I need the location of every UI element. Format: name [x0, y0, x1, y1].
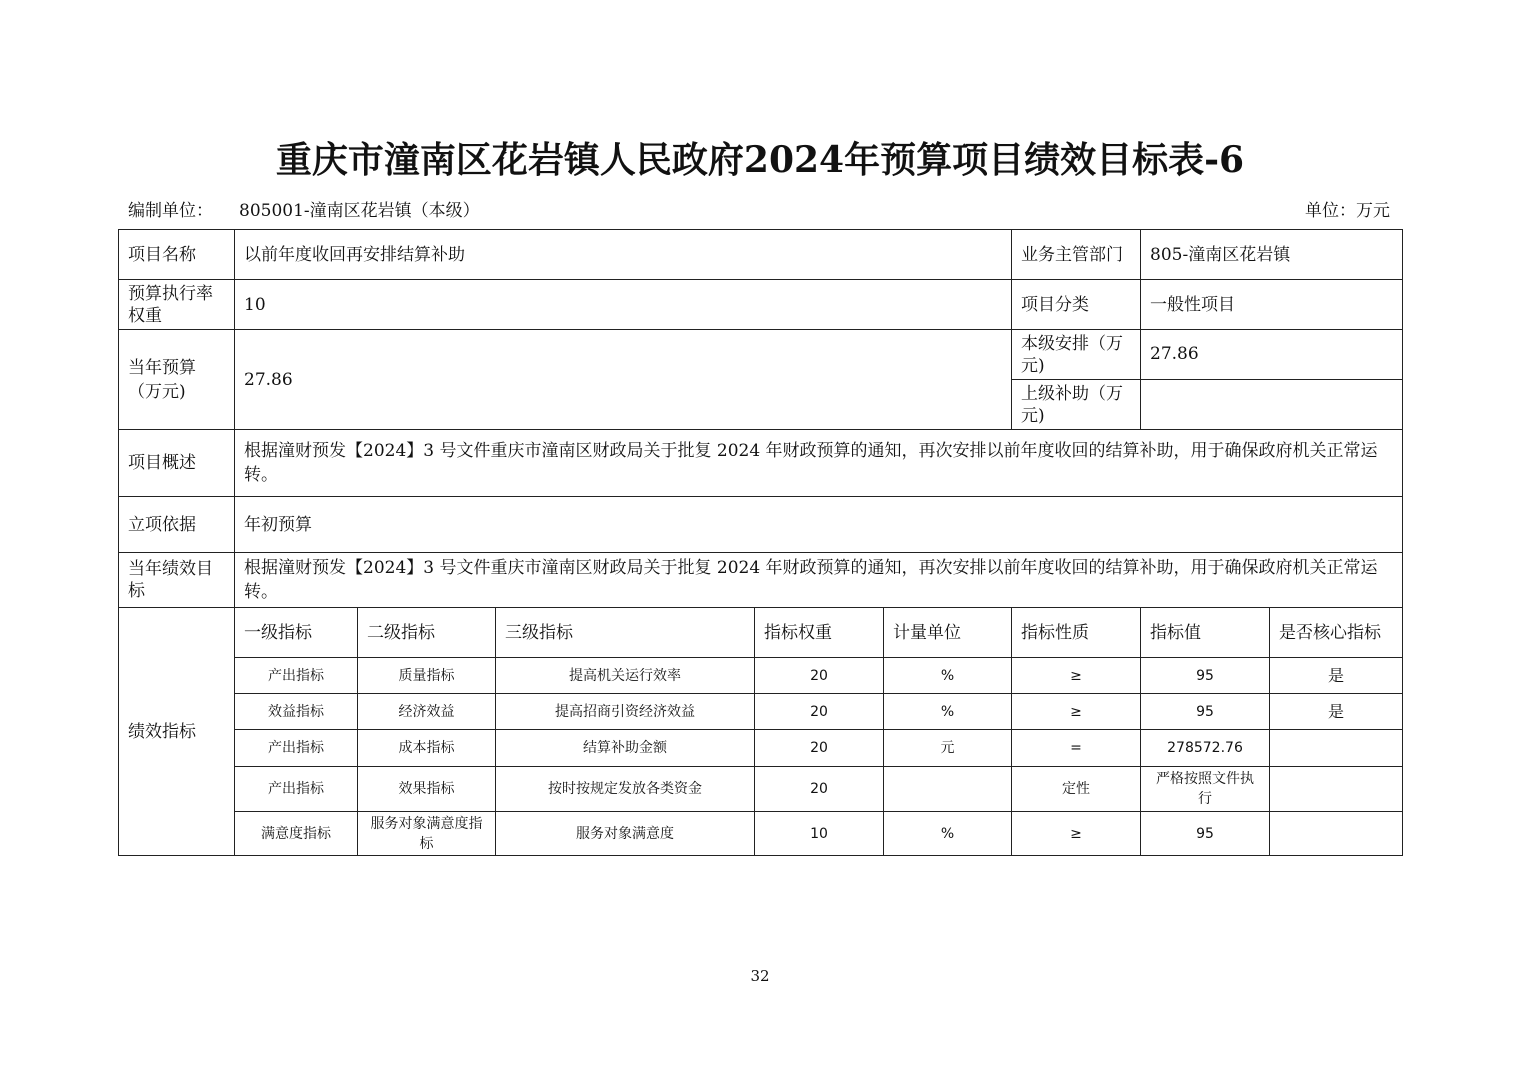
cell-level2: 质量指标 [358, 658, 496, 694]
cell-value: 95 [1141, 812, 1270, 856]
cell-core [1270, 812, 1403, 856]
table-row [119, 658, 1403, 694]
cell-level3: 按时按规定发放各类资金 [496, 767, 755, 812]
goal-label: 当年绩效目标 [119, 553, 235, 608]
category-label: 项目分类 [1012, 280, 1141, 330]
header-core: 是否核心指标 [1270, 608, 1403, 658]
cell-core [1270, 730, 1403, 767]
document-title: 重庆市潼南区花岩镇人民政府2024年预算项目绩效目标表-6 [275, 139, 1245, 181]
cell-weight: 20 [755, 730, 884, 767]
cell-level3: 服务对象满意度 [496, 812, 755, 856]
upper-subsidy-label: 上级补助（万元) [1012, 380, 1141, 430]
dept-value: 805-潼南区花岩镇 [1141, 230, 1403, 280]
header-level2: 二级指标 [358, 608, 496, 658]
basis-label: 立项依据 [119, 497, 235, 553]
org-info [128, 196, 480, 221]
budget-value: 27.86 [235, 330, 1012, 430]
dept-label: 业务主管部门 [1012, 230, 1141, 280]
cell-value: 严格按照文件执行 [1141, 767, 1270, 812]
cell-level3: 提高机关运行效率 [496, 658, 755, 694]
cell-value: 95 [1141, 694, 1270, 730]
cell-level1: 产出指标 [235, 658, 358, 694]
basis-value: 年初预算 [235, 497, 1403, 553]
unit-label: 单位：万元 [1305, 201, 1390, 221]
cell-core: 是 [1270, 694, 1403, 730]
page-number: 32 [750, 967, 770, 985]
org-value: 805001-潼南区花岩镇（本级） [239, 201, 480, 221]
project-name-label: 项目名称 [119, 230, 235, 280]
cell-unit [884, 767, 1012, 812]
header-weight: 指标权重 [755, 608, 884, 658]
upper-subsidy-value [1141, 380, 1403, 430]
overview-label: 项目概述 [119, 430, 235, 497]
cell-level2: 服务对象满意度指标 [358, 812, 496, 856]
cell-core [1270, 767, 1403, 812]
cell-unit: % [884, 812, 1012, 856]
project-name-value: 以前年度收回再安排结算补助 [235, 230, 1012, 280]
exec-rate-value: 10 [235, 280, 1012, 330]
cell-level2: 效果指标 [358, 767, 496, 812]
cell-weight: 20 [755, 694, 884, 730]
overview-value: 根据潼财预发【2024】3 号文件重庆市潼南区财政局关于批复 2024 年财政预算的通知，再次安排以前年度收回的结算补助，用于确保政府机关正常运转。 [235, 430, 1403, 497]
perf-indicators-label: 绩效指标 [119, 608, 235, 856]
header-level1: 一级指标 [235, 608, 358, 658]
header-unit: 计量单位 [884, 608, 1012, 658]
header-nature: 指标性质 [1012, 608, 1141, 658]
cell-weight: 20 [755, 658, 884, 694]
table-row [119, 694, 1403, 730]
cell-nature: ≥ [1012, 658, 1141, 694]
exec-rate-label: 预算执行率权重 [119, 280, 235, 330]
cell-level1: 满意度指标 [235, 812, 358, 856]
cell-unit: % [884, 658, 1012, 694]
header-value: 指标值 [1141, 608, 1270, 658]
cell-nature: = [1012, 730, 1141, 767]
local-funding-value: 27.86 [1141, 330, 1403, 380]
cell-unit: 元 [884, 730, 1012, 767]
cell-level1: 产出指标 [235, 730, 358, 767]
cell-level2: 成本指标 [358, 730, 496, 767]
cell-level1: 效益指标 [235, 694, 358, 730]
cell-weight: 10 [755, 812, 884, 856]
cell-value: 278572.76 [1141, 730, 1270, 767]
header-level3: 三级指标 [496, 608, 755, 658]
cell-value: 95 [1141, 658, 1270, 694]
cell-nature: ≥ [1012, 694, 1141, 730]
cell-level1: 产出指标 [235, 767, 358, 812]
cell-core: 是 [1270, 658, 1403, 694]
org-label: 编制单位： [128, 201, 213, 221]
performance-table [118, 229, 1403, 856]
cell-level3: 结算补助金额 [496, 730, 755, 767]
cell-nature: 定性 [1012, 767, 1141, 812]
category-value: 一般性项目 [1141, 280, 1403, 330]
cell-level3: 提高招商引资经济效益 [496, 694, 755, 730]
table-row [119, 767, 1403, 812]
cell-level2: 经济效益 [358, 694, 496, 730]
cell-nature: ≥ [1012, 812, 1141, 856]
budget-label: 当年预算（万元) [119, 330, 235, 430]
cell-weight: 20 [755, 767, 884, 812]
table-row [119, 730, 1403, 767]
goal-value: 根据潼财预发【2024】3 号文件重庆市潼南区财政局关于批复 2024 年财政预算的通知，再次安排以前年度收回的结算补助，用于确保政府机关正常运转。 [235, 553, 1403, 608]
cell-unit: % [884, 694, 1012, 730]
local-funding-label: 本级安排（万元) [1012, 330, 1141, 380]
table-row [119, 812, 1403, 856]
